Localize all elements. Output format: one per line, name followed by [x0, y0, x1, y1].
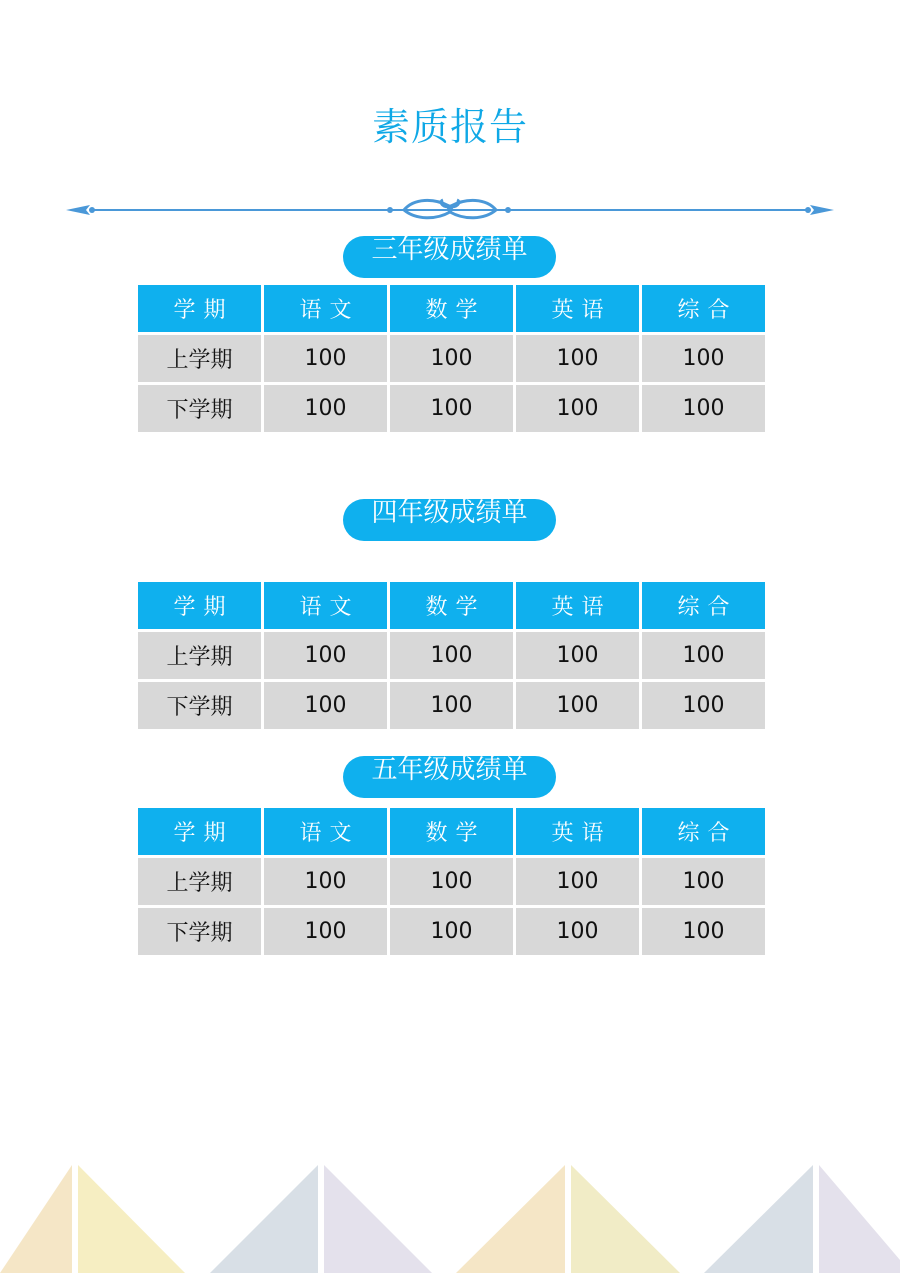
- score-cell: 100: [516, 335, 639, 382]
- header-semester: 学期: [138, 285, 261, 332]
- header-math: 数学: [390, 285, 513, 332]
- semester-cell: 上学期: [138, 335, 261, 382]
- grade5-score-table: [135, 805, 768, 958]
- header-english: 英语: [516, 582, 639, 629]
- header-comprehensive: 综合: [642, 582, 765, 629]
- score-cell: 100: [390, 682, 513, 729]
- table-row: [138, 385, 765, 432]
- semester-cell: 下学期: [138, 385, 261, 432]
- table-header-row: [138, 285, 765, 332]
- table-row: [138, 858, 765, 905]
- score-cell: 100: [642, 632, 765, 679]
- ornamental-divider: [64, 196, 836, 224]
- score-cell: 100: [390, 632, 513, 679]
- header-chinese: 语文: [264, 808, 387, 855]
- score-cell: 100: [390, 335, 513, 382]
- score-cell: 100: [642, 335, 765, 382]
- score-cell: 100: [264, 682, 387, 729]
- score-cell: 100: [642, 682, 765, 729]
- score-cell: 100: [264, 632, 387, 679]
- score-cell: 100: [516, 385, 639, 432]
- score-cell: 100: [390, 385, 513, 432]
- score-cell: 100: [390, 908, 513, 955]
- header-comprehensive: 综合: [642, 808, 765, 855]
- score-cell: 100: [516, 858, 639, 905]
- score-cell: 100: [516, 632, 639, 679]
- header-math: 数学: [390, 808, 513, 855]
- header-math: 数学: [390, 582, 513, 629]
- score-cell: 100: [516, 682, 639, 729]
- table-row: [138, 335, 765, 382]
- table-header-row: [138, 808, 765, 855]
- table-caption-grade5: 五年级成绩单: [343, 756, 556, 798]
- score-cell: 100: [264, 858, 387, 905]
- score-cell: 100: [516, 908, 639, 955]
- score-cell: 100: [264, 335, 387, 382]
- table-row: [138, 632, 765, 679]
- header-english: 英语: [516, 808, 639, 855]
- semester-cell: 下学期: [138, 908, 261, 955]
- decorative-triangles: [0, 1160, 900, 1273]
- table-caption-grade4: 四年级成绩单: [343, 499, 556, 541]
- table-row: [138, 908, 765, 955]
- grade4-score-table: [135, 579, 768, 732]
- score-cell: 100: [264, 908, 387, 955]
- header-semester: 学期: [138, 582, 261, 629]
- header-chinese: 语文: [264, 285, 387, 332]
- header-comprehensive: 综合: [642, 285, 765, 332]
- score-cell: 100: [264, 385, 387, 432]
- header-english: 英语: [516, 285, 639, 332]
- table-header-row: [138, 582, 765, 629]
- table-row: [138, 682, 765, 729]
- header-semester: 学期: [138, 808, 261, 855]
- grade3-score-table: [135, 282, 768, 435]
- score-cell: 100: [642, 385, 765, 432]
- score-cell: 100: [642, 908, 765, 955]
- score-cell: 100: [390, 858, 513, 905]
- score-cell: 100: [642, 858, 765, 905]
- header-chinese: 语文: [264, 582, 387, 629]
- table-caption-grade3: 三年级成绩单: [343, 236, 556, 278]
- semester-cell: 上学期: [138, 858, 261, 905]
- semester-cell: 下学期: [138, 682, 261, 729]
- page-title: 素质报告: [371, 105, 528, 149]
- semester-cell: 上学期: [138, 632, 261, 679]
